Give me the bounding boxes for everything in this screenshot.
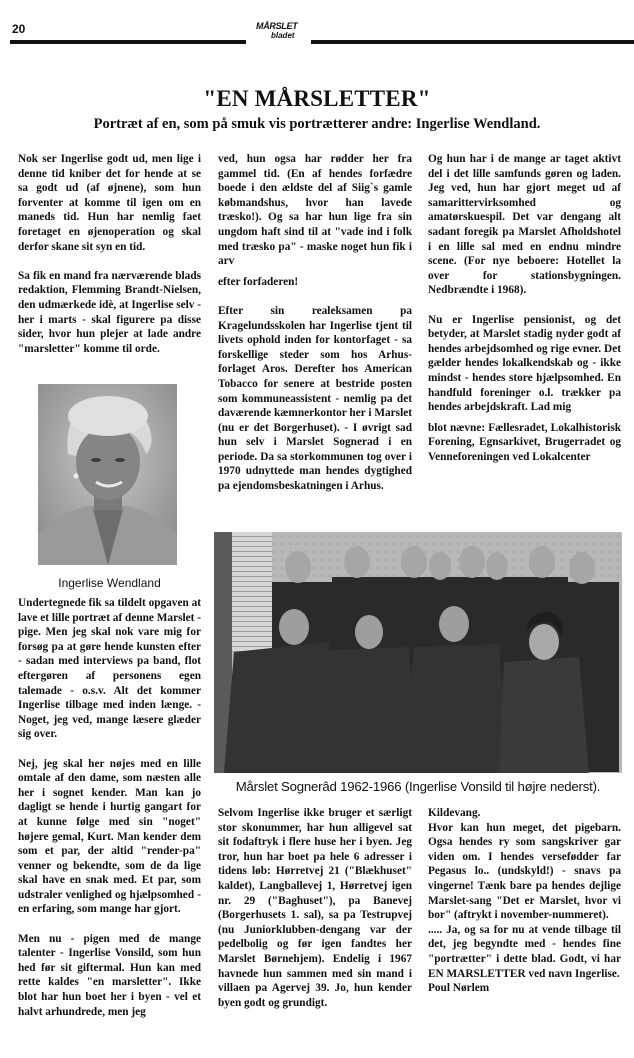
- masthead-logo: [254, 22, 310, 40]
- logo-line-1: MÅRSLET: [256, 21, 298, 31]
- paragraph: Kildevang.: [428, 807, 481, 819]
- header-rule-right: [311, 40, 634, 44]
- portrait-caption: Ingerlise Wendland: [58, 576, 161, 590]
- paragraph: Og hun har i de mange ar taget aktivt del i det lille samfunds gøren og laden. Jeg ved, hun har gjort meget ud af samaritter​virksomhed og amatørskuespil. Det var dengang alt sadant foregik pa Marslet Afholdshotel i en lille sal med en endnu mindre scene. (For nye beboere: Hotellet la over for stationsbygningen. Nedbrændte i 1968).: [428, 153, 621, 297]
- portrait-image: [38, 384, 177, 565]
- column-3-bottom: [428, 806, 621, 996]
- page-number: 20: [12, 22, 26, 36]
- paragraph: Nu er Ingerlise pensionist, og det betyder, at Marslet stadig nyder godt af hendes arbejdsomhed og rige evner. Det gælder hendes lokalkendskab og - ikke mindst - hendes store hjælpsomhed. En handfuld foreninger o.l. trækker pa hendes arbejdskraft. Lad mig: [428, 313, 621, 414]
- column-2-top: [218, 152, 412, 494]
- article-title: "EN MÅRSLETTER": [203, 86, 431, 111]
- column-1-top: [18, 152, 201, 371]
- paragraph: Hvor kan hun meget, det pigebarn. Ogsa hendes ry som sangskriver gar viden om. I hendes versefødder far Pegasus lo.. (undskyld!) - snavs pa vingerne! Tænk bare pa hendes dejlige Marslet-sang "Det er Marslet, hvor vi bor" (aftrykt i november-nummeret).: [428, 821, 621, 922]
- group-photo-caption: Mårslet Sognerâd 1962-1966 (Ingerlise Vonsild til højre nederst).: [235, 779, 601, 794]
- column-3-top: [428, 152, 621, 464]
- paragraph: Selvom Ingerlise ikke bruger et særligt stor skonummer, har hun alligevel sat sit fodaftryk i flere huse her i byen. Jeg tror, hun har boet pa hele 6 adresser i tidens løb: Hørretvej 21 ("Blækhuset" kaldet), Langballevej 1, Hørretvej igen nr. 29 ("Baghuset"), pa Banevej (Borgerhusets 1. sal), sa pa Testrupvej (nu Juniorklubben-dengang var der pedelbolig og før igen fandtes her Marslet Børnehjem). Endelig i 1967 havnede hun sammen med sin mand i villaen pa Agervej 39. Jo, hun kender byen godt og grundigt.: [218, 807, 412, 1009]
- article-subtitle: Portræt af en, som på smuk vis portrætterer andre: Ingerlise Wendland.: [93, 116, 541, 132]
- portrait-photo: [38, 384, 177, 565]
- paragraph: Sa fik en mand fra nærværende blads redaktion, Flemming Brandt-Nielsen, den udmærkede idè, at Ingerlise selv - her i marts - skal figurere pa disse sider, hvor hun plejer at lade andre "marsletter" komme til orde.: [18, 269, 201, 355]
- paragraph: ..... Ja, og sa for nu at vende tilbage til det, jeg begyndte med - hendes fine "portrætter" i dette blad. Godt, vi har EN MARSLETTER ved navn Ingerlise.: [428, 923, 621, 980]
- paragraph: efter forfaderen!: [218, 275, 299, 288]
- column-2-bottom: [218, 806, 412, 1010]
- paragraph: Efter sin realeksamen pa Kragelundsskolen har Ingerlise tjent til livets ophold inden for kontorfaget - sa forskellige steder som hos Arhus-forlaget Aros. Derefter hos American Tobacco for senere at bestride posten som kommuneassistent - nemlig pa det daværende kæmnerkontor her i Marslet (nu er det Borgerhuset). - I øvrigt sad hun selv i Marslet Sognerad i en periode. Da sa storkommunen tog over i 1970 udnyttede man hendes dygtighed pa ejendomsbeskatningen i Arhus.: [218, 304, 412, 493]
- paragraph: Nok ser Ingerlise godt ud, men lige i denne tid kniber det for hende at se sa godt ud (af øjnene), som hun forventer at komme til igen om en maneds tid. Hun har nemlig faet foretaget en øjenoperation og skal derfor skane sit syn en tid.: [18, 153, 201, 253]
- paragraph: Undertegnede fik sa tildelt opgaven at lave et lille portræt af denne Marslet - pige. Men jeg skal nok vare mig for forsøg pa at gøre hende kunsten efter - sadan med interviews pa band, flot eftergøren af personens egen talemade - o.s.v. Alt det kommer Ingerlise tilbage med inden længe. - Noget, jeg ved, mange læsere glæder sig over.: [18, 597, 201, 741]
- paragraph: Nej, jeg skal her nøjes med en lille omtale af den dame, som næsten alle her i sognet kender. Man kan jo dagligt se hende i hurtig gangart for at kunne følge med sin "noget" højere gemal, Kurt. Man kender dem som et par, der altid "render-pa" venner og bekendte, som de da lige skal have en snak med. Et par, som udstraler venlighed og hjælpsomhed - en erfaring, som mange har gjort.: [18, 757, 201, 916]
- author-signature: Poul Nørlem: [428, 982, 490, 995]
- header-rule-left: [10, 40, 246, 44]
- column-1-bottom: [18, 596, 201, 1019]
- logo-line-2: bladet: [271, 31, 295, 40]
- paragraph: ved, hun ogsa har rødder her fra gammel tid. (En af hendes forfædre boede i den ældste del af Siig`s gamle købmandshus, hvor han lavede træsko!). Og sa har hun lige fra sin ungdom haft sind til at "vade ind i folk med træsko pa" - maske noget hun fik i arv: [218, 153, 412, 268]
- paragraph: blot nævne: Fællesradet, Lokalhistorisk Forening, Egnsarkivet, Brugerradet og Venneforeningen ved Lokalcenter: [428, 421, 621, 463]
- group-photo: [214, 532, 622, 773]
- group-image: [214, 532, 622, 773]
- paragraph: Men nu - pigen med de mange talenter - Ingerlise Vonsild, som hun hed før sit giftermal. Hun kan med rette kaldes "en marsletter". Ikke blot har hun boet her i byen - vel et halvt arhundrede, men jeg: [18, 932, 201, 1018]
